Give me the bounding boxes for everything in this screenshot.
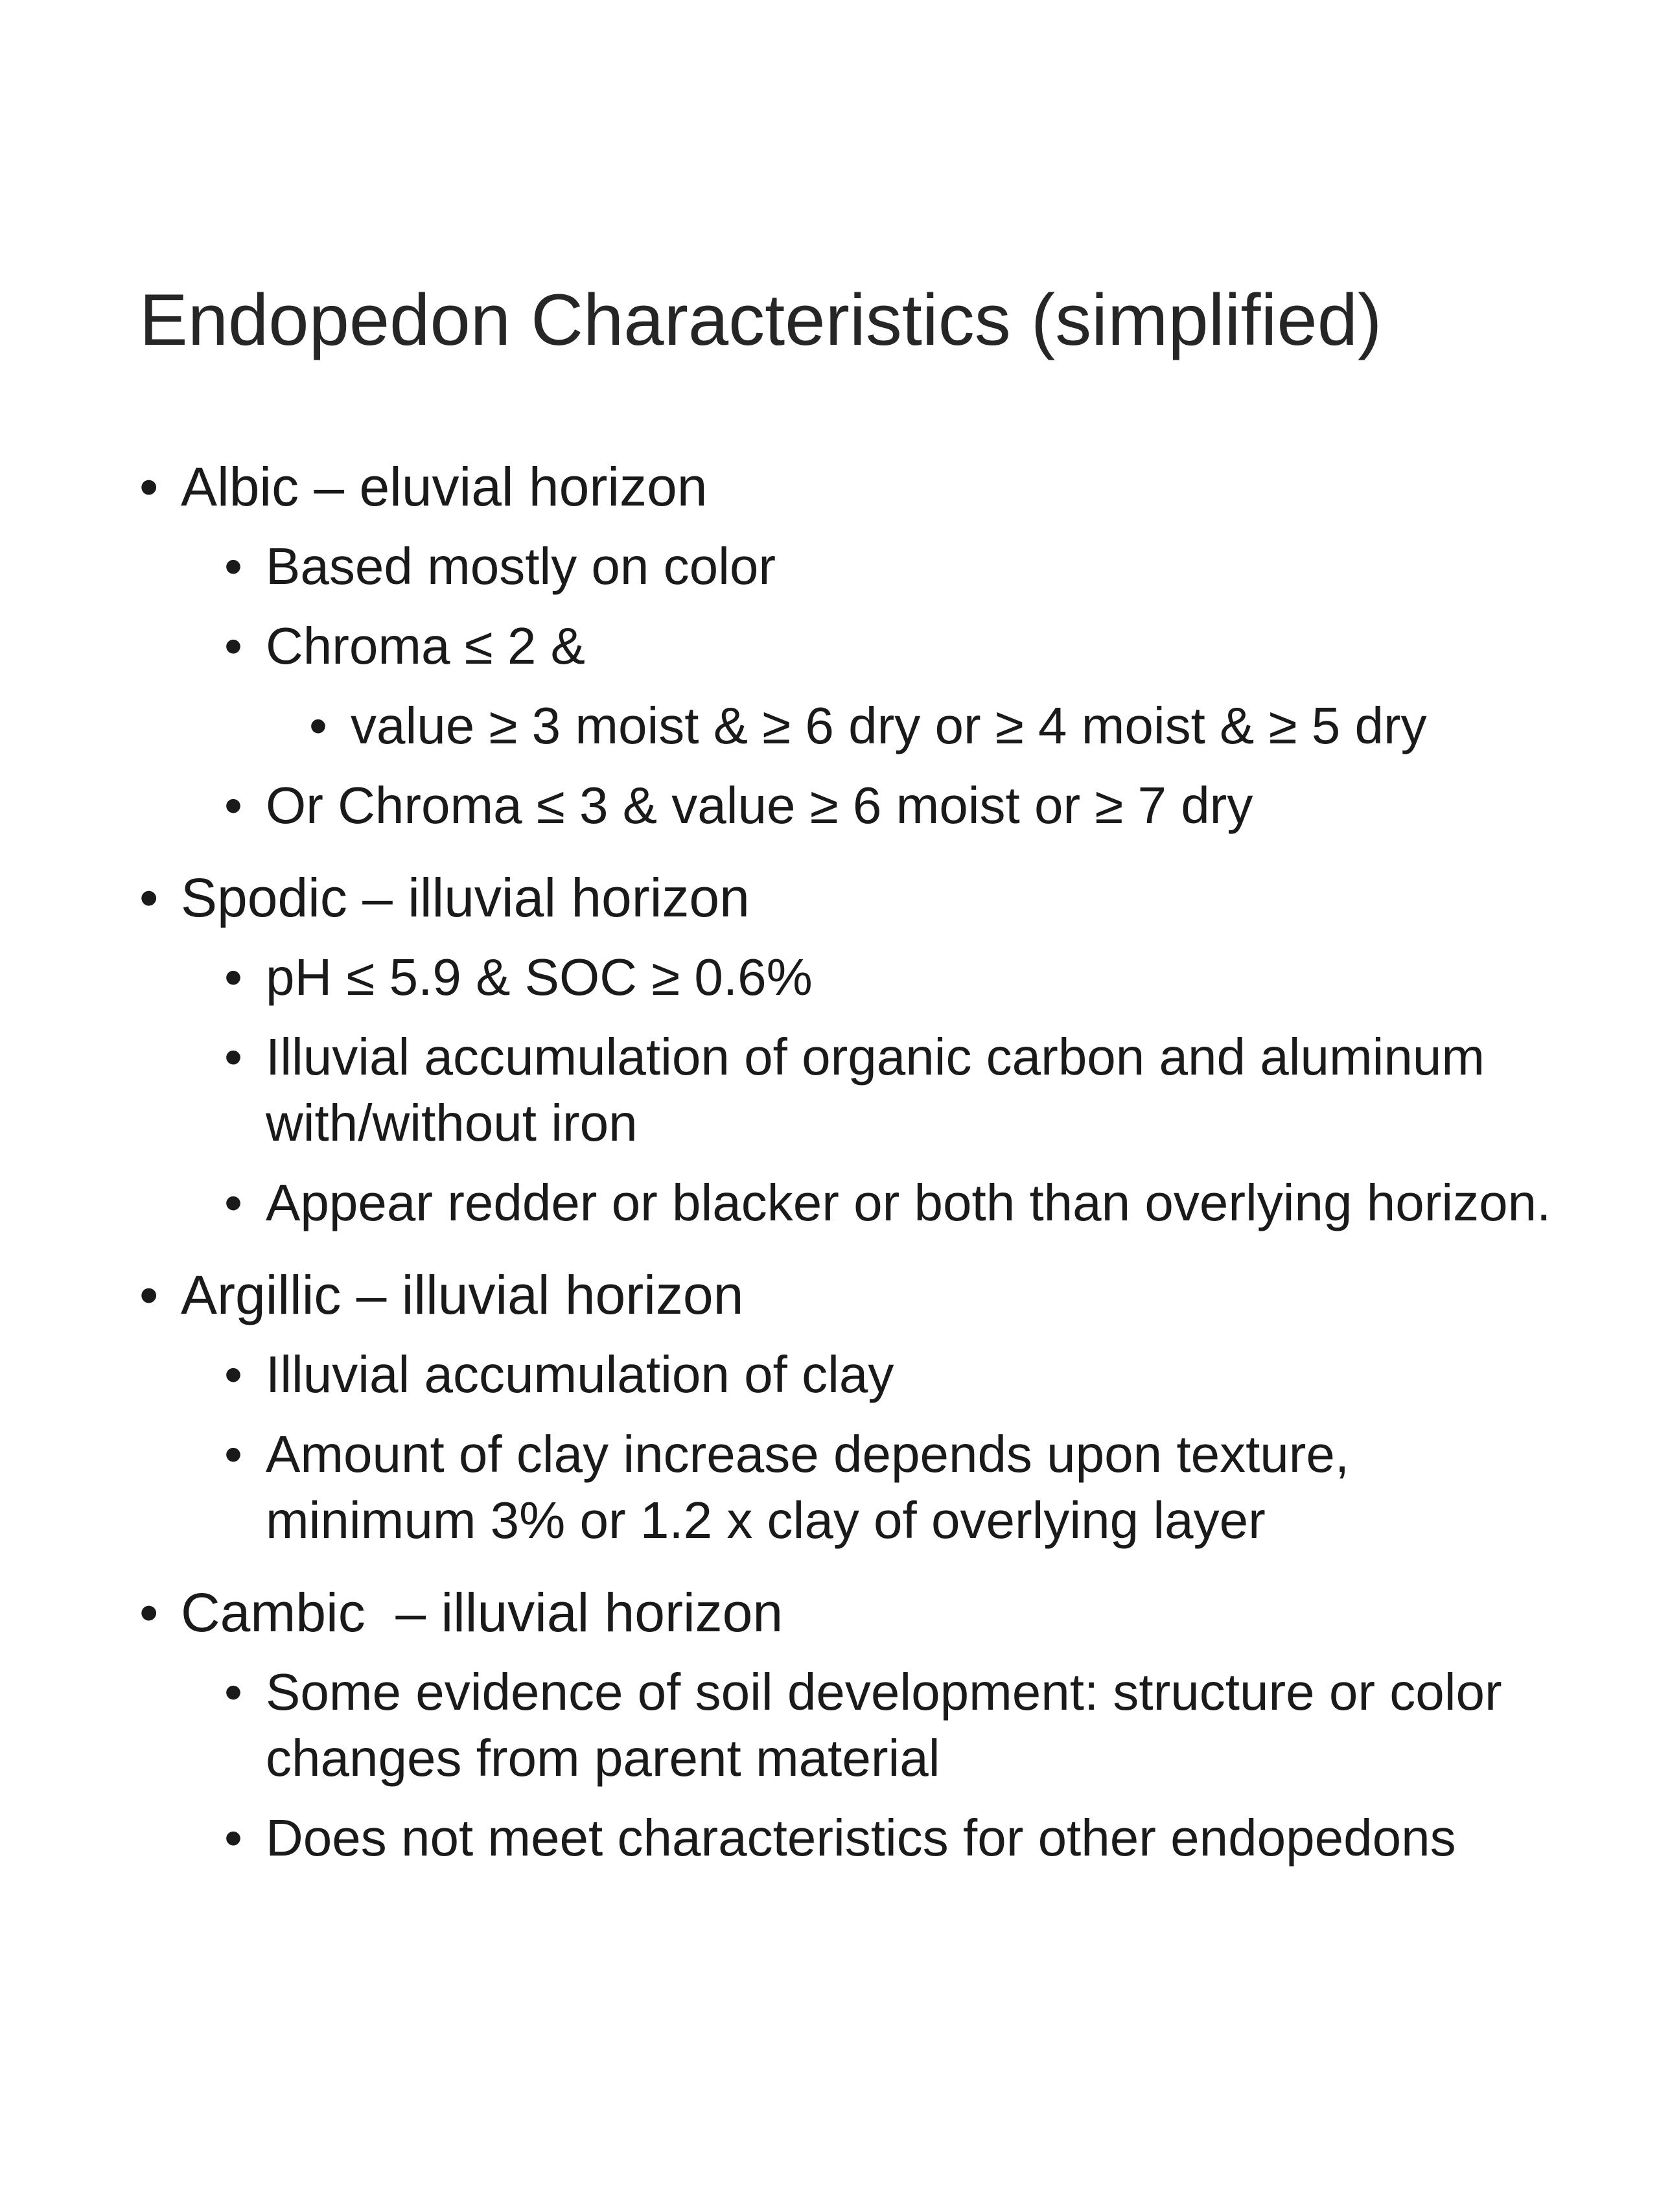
bullet-dot-icon: • — [224, 1345, 243, 1403]
bullet-dot-icon: • — [224, 1174, 243, 1231]
bullet-dot-icon: • — [224, 1809, 243, 1867]
bullet-dot-icon: • — [139, 1582, 159, 1643]
sub-bullet-text: Chroma ≤ 2 & — [266, 617, 585, 675]
slide-title: Endopedon Characteristics (simplified) — [139, 279, 1382, 360]
bullet-list — [139, 454, 1565, 1871]
bullet-text: Argillic – illuvial horizon — [181, 1264, 744, 1325]
bullet-dot-icon: • — [224, 617, 243, 675]
bullet-text: Albic – eluvial horizon — [181, 456, 708, 517]
sub-sub-bullet-text: value ≥ 3 moist & ≥ 6 dry or ≥ 4 moist & ≥ 5 dry — [351, 697, 1427, 754]
bullet-dot-icon: • — [224, 1425, 243, 1483]
sub-bullet-text: Or Chroma ≤ 3 & value ≥ 6 moist or ≥ 7 dry — [266, 776, 1253, 834]
bullet-dot-icon: • — [139, 456, 159, 517]
sub-bullet — [224, 1024, 1565, 1156]
bullet-dot-icon: • — [224, 776, 243, 834]
bullet-dot-icon: • — [224, 1028, 243, 1086]
bullet-dot-icon: • — [309, 697, 328, 754]
bullet-dot-icon: • — [139, 1264, 159, 1325]
bullet-argillic — [139, 1262, 1565, 1328]
sub-bullet — [224, 944, 1565, 1010]
bullet-cambic — [139, 1579, 1565, 1646]
sub-bullet — [224, 1659, 1565, 1791]
bullet-dot-icon: • — [224, 1663, 243, 1721]
sub-bullet-text: pH ≤ 5.9 & SOC ≥ 0.6% — [266, 948, 813, 1006]
sub-bullet — [224, 1342, 1565, 1408]
bullet-text: Cambic – illuvial horizon — [181, 1582, 783, 1643]
sub-bullet-text: Illuvial accumulation of organic carbon and aluminum with/without iron — [266, 1028, 1485, 1152]
sub-bullet-text: Does not meet characteristics for other endopedons — [266, 1809, 1456, 1867]
sub-bullet-text: Appear redder or blacker or both than overlying horizon. — [266, 1174, 1551, 1231]
sub-bullet-text: Amount of clay increase depends upon texture, minimum 3% or 1.2 x clay of overlying layer — [266, 1425, 1350, 1549]
bullet-dot-icon: • — [224, 948, 243, 1006]
sub-bullet — [224, 613, 1565, 679]
bullet-dot-icon: • — [139, 867, 159, 928]
bullet-spodic — [139, 865, 1565, 931]
sub-bullet — [224, 1170, 1565, 1236]
sub-bullet-text: Some evidence of soil development: structure or color changes from parent material — [266, 1663, 1502, 1787]
sub-sub-bullet — [309, 693, 1565, 759]
bullet-text: Spodic – illuvial horizon — [181, 867, 750, 928]
sub-bullet — [224, 1805, 1565, 1871]
sub-bullet — [224, 773, 1565, 839]
sub-bullet-text: Based mostly on color — [266, 537, 776, 595]
sub-bullet — [224, 533, 1565, 600]
sub-bullet-text: Illuvial accumulation of clay — [266, 1345, 894, 1403]
bullet-dot-icon: • — [224, 537, 243, 595]
bullet-albic — [139, 454, 1565, 520]
sub-bullet — [224, 1421, 1565, 1554]
